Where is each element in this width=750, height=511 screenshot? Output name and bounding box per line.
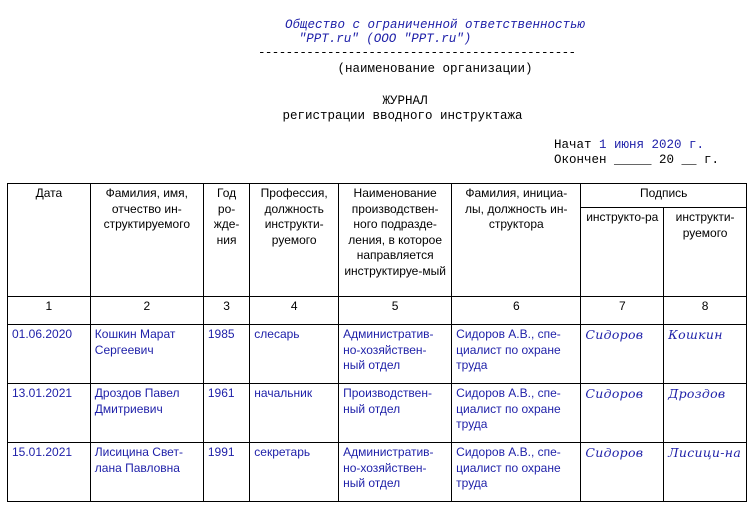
- signature-instructor: Сидоров: [581, 325, 664, 384]
- cell-date: 13.01.2021: [8, 384, 91, 443]
- header-row: [8, 184, 747, 208]
- start-value: 1 июня 2020 г.: [599, 138, 705, 152]
- col-header-instructor: Фамилия, инициа-лы, должность ин-структора: [452, 184, 581, 297]
- column-number: 7: [581, 297, 664, 325]
- organization-caption: (наименование организации): [337, 62, 533, 76]
- col-header-sig-instructor: инструкто-ра: [581, 208, 664, 297]
- cell-instructor: Сидоров А.В., спе-циалист по охране труда: [452, 443, 581, 502]
- cell-profession: секретарь: [250, 443, 339, 502]
- start-label: Начат: [554, 138, 592, 152]
- table-row: [8, 443, 747, 502]
- signature-instructed: Лисици-на: [664, 443, 747, 502]
- col-header-signature: Подпись: [581, 184, 747, 208]
- cell-year: 1985: [203, 325, 249, 384]
- col-header-department: Наименование производствен-ного подразде-ления, в которое направляется инструктируе-мый: [339, 184, 452, 297]
- signature-instructed: Дроздов: [664, 384, 747, 443]
- cell-year: 1991: [203, 443, 249, 502]
- cell-date: 15.01.2021: [8, 443, 91, 502]
- column-number: 2: [90, 297, 203, 325]
- column-number: 8: [664, 297, 747, 325]
- journal-subtitle: регистрации вводного инструктажа: [282, 109, 523, 123]
- cell-instructor: Сидоров А.В., спе-циалист по охране труда: [452, 384, 581, 443]
- signature-instructed: Кошкин: [664, 325, 747, 384]
- column-number: 3: [203, 297, 249, 325]
- journal-title: ЖУРНАЛ: [382, 94, 428, 108]
- column-number-row: [8, 297, 747, 325]
- organization-name-line1: Общество с ограниченной ответственностью: [284, 18, 586, 32]
- col-header-year: Год ро-жде-ния: [203, 184, 249, 297]
- table-row: [8, 384, 747, 443]
- col-header-profession: Профессия, должность инструкти-руемого: [250, 184, 339, 297]
- col-header-sig-instructed: инструкти-руемого: [664, 208, 747, 297]
- col-header-date: Дата: [8, 184, 91, 297]
- cell-profession: слесарь: [250, 325, 339, 384]
- cell-department: Производствен-ный отдел: [339, 384, 452, 443]
- cell-department: Административ-но-хозяйствен-ный отдел: [339, 443, 452, 502]
- cell-department: Административ-но-хозяйствен-ный отдел: [339, 325, 452, 384]
- col-header-name: Фамилия, имя, отчество ин-структируемого: [90, 184, 203, 297]
- induction-journal-table: [7, 183, 747, 502]
- cell-instructor: Сидоров А.В., спе-циалист по охране труда: [452, 325, 581, 384]
- column-number: 1: [8, 297, 91, 325]
- cell-name: Лисицина Свет-лана Павловна: [90, 443, 203, 502]
- journal-end-date: Окончен _____ 20 __ г.: [554, 153, 720, 167]
- column-number: 5: [339, 297, 452, 325]
- organization-underline: ----------------------------------------------: [258, 46, 576, 60]
- table-row: [8, 325, 747, 384]
- signature-instructor: Сидоров: [581, 384, 664, 443]
- column-number: 6: [452, 297, 581, 325]
- cell-name: Дроздов Павел Дмитриевич: [90, 384, 203, 443]
- cell-year: 1961: [203, 384, 249, 443]
- cell-date: 01.06.2020: [8, 325, 91, 384]
- organization-name-line2: "РРТ.ru" (ООО "РРТ.ru"): [298, 32, 472, 46]
- column-number: 4: [250, 297, 339, 325]
- cell-name: Кошкин Марат Сергеевич: [90, 325, 203, 384]
- signature-instructor: Сидоров: [581, 443, 664, 502]
- cell-profession: начальник: [250, 384, 339, 443]
- journal-start-date: [554, 138, 704, 152]
